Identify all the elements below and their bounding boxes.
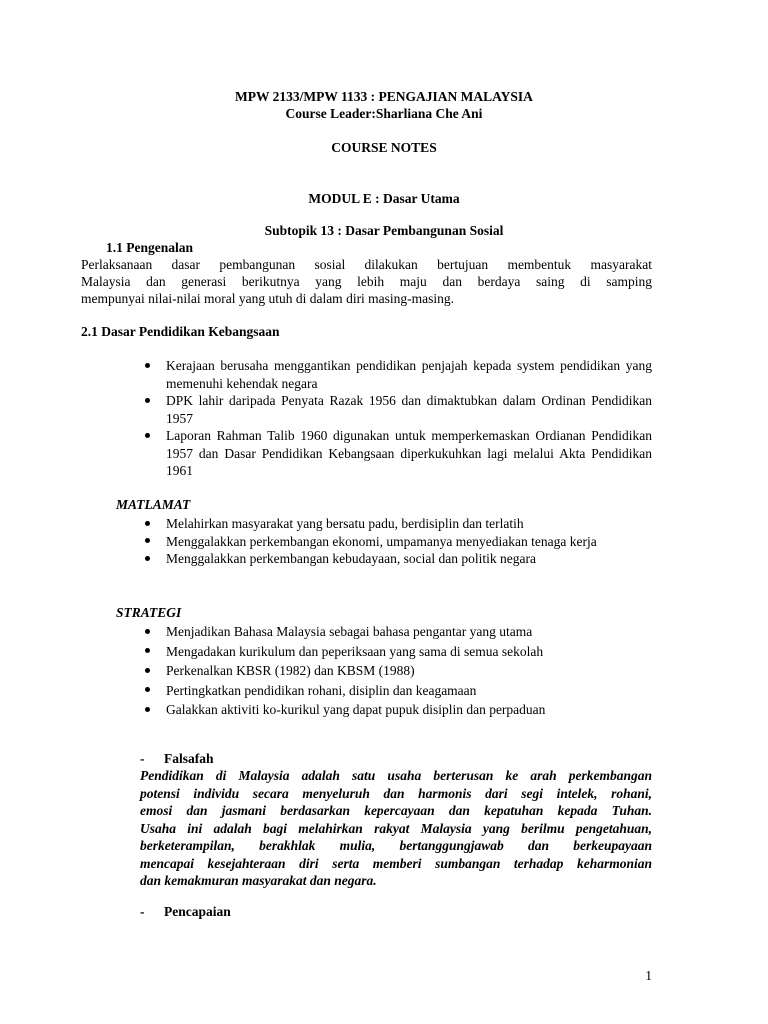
bullet-icon — [140, 392, 154, 410]
falsafah-paragraph — [140, 767, 652, 890]
course-leader: Course Leader:Sharliana Che Ani — [285, 106, 483, 121]
intro-heading: 1.1 Pengenalan — [106, 240, 194, 255]
bullet-icon — [140, 700, 154, 720]
course-notes-title: COURSE NOTES — [331, 140, 437, 155]
list-item: Menjadikan Bahasa Malaysia sebagai bahasa pengantar yang utama — [140, 622, 652, 642]
bullet-icon — [140, 681, 154, 701]
falsafah-line-3: emosi dan jasmani berdasarkan kepercayaan dan kepatuhan kepada Tuhan. — [140, 803, 652, 818]
intro-line-1: Perlaksanaan dasar pembangunan sosial dilakukan bertujuan membentuk masyarakat — [81, 257, 652, 272]
bullet-icon — [140, 550, 154, 568]
falsafah-line-2: potensi individu secara menyeluruh dan harmonis dari segi intelek, rohani, — [140, 785, 652, 801]
course-code-title: MPW 2133/MPW 1133 : PENGAJIAN MALAYSIA — [235, 89, 533, 104]
falsafah-line-4: Usaha ini adalah bagi melahirkan rakyat Malaysia yang berilmu pengetahuan, — [140, 820, 652, 836]
falsafah-line-1: Pendidikan di Malaysia adalah satu usaha berterusan ke arah perkembangan — [140, 768, 652, 783]
section2-heading: 2.1 Dasar Pendidikan Kebangsaan — [81, 324, 280, 339]
list-item: Galakkan aktiviti ko-kurikul yang dapat pupuk disiplin dan perpaduan — [140, 700, 652, 720]
matlamat-bullet-list — [140, 515, 652, 568]
list-item: DPK lahir daripada Penyata Razak 1956 dan dimaktubkan dalam Ordinan Pendidikan 1957 — [140, 392, 652, 427]
bullet-icon — [140, 515, 154, 533]
list-item: Kerajaan berusaha menggantikan pendidikan penjajah kepada system pendidikan yang memenuhi kehendak negara — [140, 357, 652, 392]
intro-line-3: mempunyai nilai-nilai moral yang utuh di dalam diri masing-masing. — [81, 291, 455, 306]
falsafah-heading: - Falsafah — [140, 751, 214, 766]
falsafah-line-5: berketerampilan, berakhlak mulia, bertanggungjawab dan berkeupayaan — [140, 838, 652, 853]
list-item: Perkenalkan KBSR (1982) dan KBSM (1988) — [140, 661, 652, 681]
list-item: Laporan Rahman Talib 1960 digunakan untuk memperkemaskan Ordianan Pendidikan 1957 dan Dasar Pendidikan Kebangsaan diperkukuhkan lagi melalui Akta Pendidikan 1961 — [140, 427, 652, 480]
matlamat-heading: MATLAMAT — [116, 497, 191, 512]
dash-marker: - — [140, 904, 145, 919]
bullet-icon — [140, 661, 154, 681]
pencapaian-heading: - Pencapaian — [140, 904, 231, 919]
falsafah-line-7: dan kemakmuran masyarakat dan negara. — [140, 873, 377, 888]
bullet-icon — [140, 533, 154, 551]
bullet-icon — [140, 357, 154, 375]
module-title: MODUL E : Dasar Utama — [308, 191, 460, 206]
falsafah-line-6: mencapai kesejahteraan diri serta memberi sumbangan terhadap keharmonian — [140, 855, 652, 871]
bullet-icon — [140, 622, 154, 642]
intro-line-2: Malaysia dan generasi berikutnya yang lebih maju dan berdaya saing di samping — [81, 274, 652, 289]
page-number: 1 — [645, 968, 652, 983]
strategi-bullet-list — [140, 622, 652, 720]
list-item: Mengadakan kurikulum dan peperiksaan yang sama di semua sekolah — [140, 642, 652, 662]
list-item: Menggalakkan perkembangan kebudayaan, social dan politik negara — [140, 550, 652, 568]
dash-marker: - — [140, 751, 145, 766]
list-item: Melahirkan masyarakat yang bersatu padu, berdisiplin dan terlatih — [140, 515, 652, 533]
list-item: Menggalakkan perkembangan ekonomi, umpamanya menyediakan tenaga kerja — [140, 533, 652, 551]
subtopic-title: Subtopik 13 : Dasar Pembangunan Sosial — [264, 223, 504, 238]
list-item: Pertingkatkan pendidikan rohani, disiplin dan keagamaan — [140, 681, 652, 701]
bullet-icon — [140, 427, 154, 445]
strategi-heading: STRATEGI — [116, 605, 182, 620]
bullet-icon — [140, 642, 154, 662]
section2-bullet-list — [140, 357, 652, 480]
